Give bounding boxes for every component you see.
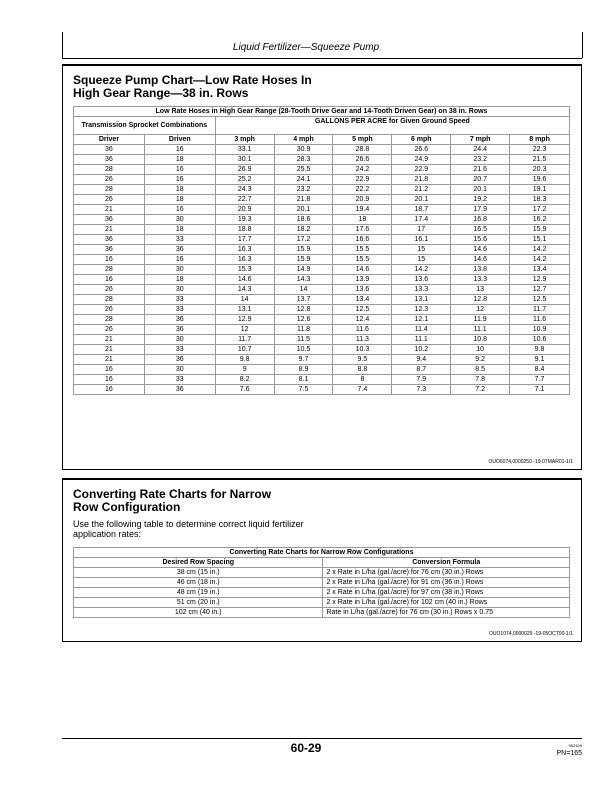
table-row	[74, 155, 570, 165]
table-row	[74, 568, 570, 578]
table-cell: 7.9	[392, 375, 451, 385]
table-cell: 16.1	[392, 235, 451, 245]
table-cell: 17.4	[392, 215, 451, 225]
table-cell: 20.9	[333, 195, 392, 205]
table-cell: 12.9	[215, 315, 274, 325]
table-cell: 7.8	[451, 375, 510, 385]
table-cell: 17.2	[510, 205, 570, 215]
section-title	[73, 488, 581, 514]
table-cell: 25.2	[215, 175, 274, 185]
table-cell: 20.7	[451, 175, 510, 185]
table-cell: 11.4	[392, 325, 451, 335]
table-cell: 9.1	[510, 355, 570, 365]
title-line-1: Converting Rate Charts for Narrow	[73, 487, 272, 501]
table-cell: 21.2	[392, 185, 451, 195]
table-cell: 26.9	[215, 165, 274, 175]
table-cell: 33	[144, 345, 215, 355]
table-cell: 28	[74, 265, 145, 275]
table-row	[74, 165, 570, 175]
table-row	[74, 145, 570, 155]
table-cell: 2 x Rate in L/ha (gal./acre) for 102 cm (40 in.) Rows	[323, 598, 570, 608]
table-row	[74, 215, 570, 225]
table-cell: 28	[74, 295, 145, 305]
table-cell: 30.1	[215, 155, 274, 165]
table-cell: 21	[74, 345, 145, 355]
table-cell: 9.2	[451, 355, 510, 365]
table-cell: 24.2	[333, 165, 392, 175]
table-cell: 18.6	[274, 215, 333, 225]
table-cell: 16	[144, 255, 215, 265]
table-cell: 13.4	[333, 295, 392, 305]
table-cell: 14.2	[392, 265, 451, 275]
table-cell: 8.8	[333, 365, 392, 375]
table-cell: Rate in L/ha (gal./acre) for 76 cm (30 in.) Rows x 0.75	[323, 608, 570, 618]
table-cell: 18.2	[274, 225, 333, 235]
table-cell: 12.5	[510, 295, 570, 305]
pn-label: PN=165	[556, 750, 582, 757]
header-rule	[62, 58, 582, 59]
table-cell: 20.9	[215, 205, 274, 215]
table-cell: 14.6	[451, 255, 510, 265]
table-cell: 15	[392, 245, 451, 255]
table-cell: 9.7	[274, 355, 333, 365]
table-cell: 19.3	[215, 215, 274, 225]
intro-line-2: application rates:	[73, 529, 142, 539]
table-cell: 102 cm (40 in.)	[74, 608, 323, 618]
table-cell: 20.1	[451, 185, 510, 195]
table-cell: 14.6	[333, 265, 392, 275]
table-cell: 36	[144, 385, 215, 395]
table-cell: 20.3	[510, 165, 570, 175]
table-cell: 36	[74, 245, 145, 255]
table-cell: 24.9	[392, 155, 451, 165]
section-title	[73, 74, 581, 100]
table-cell: 14.3	[215, 285, 274, 295]
table-cell: 17.7	[215, 235, 274, 245]
table-cell: 13.8	[451, 265, 510, 275]
table-cell: 22.7	[215, 195, 274, 205]
table-cell: 13.7	[274, 295, 333, 305]
table-row	[74, 275, 570, 285]
table-cell: 26	[74, 175, 145, 185]
col-header: 8 mph	[510, 135, 570, 145]
table-row	[74, 375, 570, 385]
table-cell: 30	[144, 335, 215, 345]
table-cell: 16	[144, 165, 215, 175]
col-header: 4 mph	[274, 135, 333, 145]
table-cell: 33	[144, 305, 215, 315]
table-cell: 15.9	[274, 255, 333, 265]
table-row	[74, 315, 570, 325]
table-row	[74, 325, 570, 335]
table-cell: 21	[74, 225, 145, 235]
table-row	[74, 385, 570, 395]
table-cell: 2 x Rate in L/ha (gal./acre) for 76 cm (30 in.) Rows	[323, 568, 570, 578]
table-cell: 16.3	[215, 245, 274, 255]
table-row	[74, 295, 570, 305]
table-row	[74, 608, 570, 618]
title-line-2: High Gear Range—38 in. Rows	[73, 86, 249, 100]
table-cell: 16	[74, 255, 145, 265]
table-cell: 15.9	[274, 245, 333, 255]
table-cell: 14.6	[451, 245, 510, 255]
converting-rate-section	[62, 478, 582, 642]
table-row	[74, 285, 570, 295]
col-header: 5 mph	[333, 135, 392, 145]
table-cell: 14.6	[215, 275, 274, 285]
table-cell: 10.5	[274, 345, 333, 355]
table-cell: 26	[74, 285, 145, 295]
table-cell: 28.8	[333, 145, 392, 155]
table-cell: 21.5	[510, 155, 570, 165]
table-cell: 28	[74, 165, 145, 175]
table-row	[74, 185, 570, 195]
table-cell: 30	[144, 265, 215, 275]
table-cell: 14	[274, 285, 333, 295]
table-cell: 11.7	[215, 335, 274, 345]
table-cell: 33	[144, 235, 215, 245]
table-cell: 7.5	[274, 385, 333, 395]
table-cell: 16	[144, 205, 215, 215]
table-cell: 14.2	[510, 245, 570, 255]
table-row	[74, 205, 570, 215]
table-cell: 18.7	[392, 205, 451, 215]
table-cell: 51 cm (20 in.)	[74, 598, 323, 608]
table-cell: 46 cm (18 in.)	[74, 578, 323, 588]
table-cell: 16.5	[451, 225, 510, 235]
table-cell: 16.8	[451, 215, 510, 225]
table-cell: 16	[74, 375, 145, 385]
table-cell: 19.4	[333, 205, 392, 215]
table-cell: 8.1	[274, 375, 333, 385]
table-cell: 14.2	[510, 255, 570, 265]
table-row	[74, 578, 570, 588]
table-cell: 12.5	[333, 305, 392, 315]
table-cell: 19.2	[451, 195, 510, 205]
table-cell: 38 cm (15 in.)	[74, 568, 323, 578]
table-row	[74, 305, 570, 315]
table-cell: 11.7	[510, 305, 570, 315]
table-cell: 18	[144, 275, 215, 285]
table-row	[74, 175, 570, 185]
table-cell: 28.3	[274, 155, 333, 165]
table-cell: 2 x Rate in L/ha (gal./acre) for 97 cm (38 in.) Rows	[323, 588, 570, 598]
table-row	[74, 255, 570, 265]
table-cell: 8.9	[274, 365, 333, 375]
table-cell: 36	[74, 145, 145, 155]
table-cell: 11.6	[510, 315, 570, 325]
table-cell: 10.6	[510, 335, 570, 345]
table-cell: 21.8	[392, 175, 451, 185]
table-cell: 12	[215, 325, 274, 335]
table-cell: 16	[74, 275, 145, 285]
table-cell: 11.8	[274, 325, 333, 335]
intro-text	[73, 519, 581, 539]
table-cell: 10.2	[392, 345, 451, 355]
table-cell: 18	[144, 155, 215, 165]
table-cell: 36	[144, 245, 215, 255]
table-cell: 36	[74, 155, 145, 165]
table-cell: 16.3	[215, 255, 274, 265]
table-cell: 21.8	[274, 195, 333, 205]
table-cell: 16.2	[510, 215, 570, 225]
table-cell: 8.4	[510, 365, 570, 375]
table-cell: 9.8	[510, 345, 570, 355]
table-cell: 12.8	[451, 295, 510, 305]
table-cell: 7.1	[510, 385, 570, 395]
table-cell: 36	[144, 325, 215, 335]
table-cell: 17.2	[274, 235, 333, 245]
table-cell: 28	[74, 315, 145, 325]
col-header: 6 mph	[392, 135, 451, 145]
table-cell: 15.9	[510, 225, 570, 235]
table-cell: 15.3	[215, 265, 274, 275]
table-cell: 30	[144, 215, 215, 225]
table-cell: 9.4	[392, 355, 451, 365]
table-cell: 10.8	[451, 335, 510, 345]
table-cell: 13.1	[392, 295, 451, 305]
table-cell: 30.9	[274, 145, 333, 155]
table-row	[74, 225, 570, 235]
table-cell: 18	[144, 225, 215, 235]
page-number: 60-29	[290, 741, 322, 755]
table-cell: 33.1	[215, 145, 274, 155]
table-cell: 16	[74, 385, 145, 395]
table-cell: 11.1	[451, 325, 510, 335]
table-cell: 8	[333, 375, 392, 385]
table-cell: 25.5	[274, 165, 333, 175]
table-row	[74, 588, 570, 598]
table-cell: 17	[392, 225, 451, 235]
intro-line-1: Use the following table to determine correct liquid fertilizer	[73, 519, 304, 529]
col-header: 7 mph	[451, 135, 510, 145]
table-cell: 12.3	[392, 305, 451, 315]
table-cell: 11.6	[333, 325, 392, 335]
table-cell: 30	[144, 285, 215, 295]
footer-code: 062109	[568, 743, 582, 748]
table-cell: 12.4	[333, 315, 392, 325]
table-cell: 9	[215, 365, 274, 375]
table-cell: 10.3	[333, 345, 392, 355]
table-row	[74, 345, 570, 355]
table-cell: 8.5	[451, 365, 510, 375]
table-cell: 12.6	[274, 315, 333, 325]
table-cell: 7.3	[392, 385, 451, 395]
col-group-sprocket: Transmission Sprocket Combinations	[74, 117, 216, 135]
table-cell: 23.2	[274, 185, 333, 195]
table-cell: 26	[74, 305, 145, 315]
table-cell: 9.5	[333, 355, 392, 365]
table-cell: 22.9	[333, 175, 392, 185]
squeeze-pump-chart-section	[62, 64, 582, 470]
table-cell: 16	[144, 145, 215, 155]
table-cell: 21.6	[451, 165, 510, 175]
running-header: Liquid Fertilizer—Squeeze Pump	[232, 42, 380, 53]
table-cell: 7.6	[215, 385, 274, 395]
table-cell: 9.8	[215, 355, 274, 365]
table-cell: 26	[74, 195, 145, 205]
table-row	[74, 335, 570, 345]
table-cell: 12	[451, 305, 510, 315]
table-cell: 16	[74, 365, 145, 375]
table-cell: 7.2	[451, 385, 510, 395]
table-cell: 8.7	[392, 365, 451, 375]
table-row	[74, 195, 570, 205]
table-cell: 22.9	[392, 165, 451, 175]
table-cell: 33	[144, 375, 215, 385]
table-row	[74, 265, 570, 275]
title-line-2: Row Configuration	[73, 500, 181, 514]
footer-rule	[62, 738, 582, 739]
table-cell: 28	[74, 185, 145, 195]
table-cell: 8.2	[215, 375, 274, 385]
table-cell: 18.3	[510, 195, 570, 205]
table-cell: 21	[74, 355, 145, 365]
table-cell: 15.6	[451, 235, 510, 245]
table-cell: 20.1	[392, 195, 451, 205]
table-cell: 12.8	[274, 305, 333, 315]
table-cell: 18	[333, 215, 392, 225]
table-cell: 33	[144, 295, 215, 305]
table-cell: 13.9	[333, 275, 392, 285]
col-header: 3 mph	[215, 135, 274, 145]
table-cell: 21	[74, 205, 145, 215]
col-header: Conversion Formula	[323, 558, 570, 568]
table-cell: 17.9	[451, 205, 510, 215]
gallons-per-acre-table	[73, 106, 570, 395]
table-cell: 24.4	[451, 145, 510, 155]
table-row	[74, 235, 570, 245]
table-cell: 13	[451, 285, 510, 295]
table-cell: 24.3	[215, 185, 274, 195]
conversion-table	[73, 547, 570, 618]
table-cell: 19.6	[510, 175, 570, 185]
table-cell: 13.3	[392, 285, 451, 295]
table-cell: 11.1	[392, 335, 451, 345]
table-cell: 22.3	[510, 145, 570, 155]
table-cell: 15	[392, 255, 451, 265]
table-cell: 18	[144, 195, 215, 205]
table-cell: 13.1	[215, 305, 274, 315]
table-cell: 30	[144, 365, 215, 375]
table-cell: 48 cm (19 in.)	[74, 588, 323, 598]
table-cell: 26.6	[392, 145, 451, 155]
table-cell: 23.2	[451, 155, 510, 165]
table-row	[74, 598, 570, 608]
table-cell: 36	[74, 235, 145, 245]
reference-code: OUO6074,0000250 -19-07MAR01-1/1	[488, 459, 573, 465]
table-cell: 2 x Rate in L/ha (gal./acre) for 91 cm (36 in.) Rows	[323, 578, 570, 588]
table-cell: 14.9	[274, 265, 333, 275]
table-cell: 7.7	[510, 375, 570, 385]
table-cell: 16.6	[333, 235, 392, 245]
table-cell: 22.2	[333, 185, 392, 195]
col-header: Driver	[74, 135, 145, 145]
title-line-1: Squeeze Pump Chart—Low Rate Hoses In	[73, 73, 312, 87]
table-caption: Converting Rate Charts for Narrow Row Configurations	[74, 548, 570, 558]
table-cell: 11.9	[451, 315, 510, 325]
col-group-gallons: GALLONS PER ACRE for Given Ground Speed	[215, 117, 569, 135]
table-cell: 10	[451, 345, 510, 355]
table-cell: 13.3	[451, 275, 510, 285]
table-cell: 10.9	[510, 325, 570, 335]
table-cell: 36	[144, 315, 215, 325]
table-cell: 36	[144, 355, 215, 365]
table-cell: 20.1	[274, 205, 333, 215]
table-cell: 13.6	[333, 285, 392, 295]
table-row	[74, 245, 570, 255]
table-cell: 13.6	[392, 275, 451, 285]
table-cell: 18.8	[215, 225, 274, 235]
table-cell: 17.6	[333, 225, 392, 235]
table-cell: 10.7	[215, 345, 274, 355]
table-cell: 13.4	[510, 265, 570, 275]
table-caption: Low Rate Hoses in High Gear Range (28-Tooth Drive Gear and 14-Tooth Driven Gear) on 38 in. Rows	[74, 107, 570, 117]
table-cell: 14	[215, 295, 274, 305]
table-cell: 15.5	[333, 245, 392, 255]
table-cell: 26	[74, 325, 145, 335]
table-cell: 12.9	[510, 275, 570, 285]
table-cell: 15.1	[510, 235, 570, 245]
table-cell: 12.7	[510, 285, 570, 295]
table-cell: 36	[74, 215, 145, 225]
table-cell: 16	[144, 175, 215, 185]
table-cell: 14.3	[274, 275, 333, 285]
col-header: Desired Row Spacing	[74, 558, 323, 568]
table-cell: 18	[144, 185, 215, 195]
table-cell: 26.6	[333, 155, 392, 165]
table-cell: 15.5	[333, 255, 392, 265]
table-cell: 19.1	[510, 185, 570, 195]
col-header: Driven	[144, 135, 215, 145]
table-cell: 11.5	[274, 335, 333, 345]
table-cell: 24.1	[274, 175, 333, 185]
table-cell: 12.1	[392, 315, 451, 325]
table-row	[74, 365, 570, 375]
table-cell: 11.3	[333, 335, 392, 345]
reference-code: OUO1074,0000029 -19-05OCT00-1/1	[489, 631, 573, 637]
table-cell: 21	[74, 335, 145, 345]
table-row	[74, 355, 570, 365]
table-cell: 7.4	[333, 385, 392, 395]
